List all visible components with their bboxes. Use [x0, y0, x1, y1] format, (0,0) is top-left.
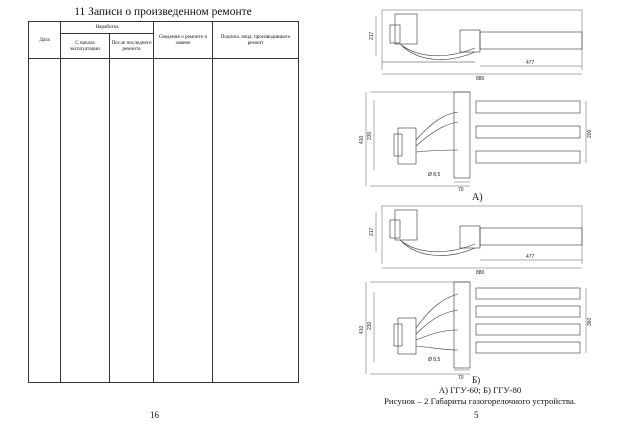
- dim-b-inner-height: 230: [367, 321, 373, 330]
- page-title: 11 Записи о произведенном ремонте: [74, 6, 252, 18]
- dim-a-total-height: 410: [359, 135, 365, 144]
- table-cell: [154, 59, 213, 383]
- figure-b-plan-view: [366, 282, 586, 374]
- header-repair-info: Сведения о ремонте и замене: [154, 22, 213, 59]
- dim-a-inner-height: 230: [367, 131, 373, 140]
- table-cell: [29, 59, 61, 383]
- figure-a-side-view: [376, 10, 582, 74]
- figure-a-label: А): [472, 192, 483, 203]
- header-since-last-repair: После последнего ремонта: [110, 34, 154, 59]
- repair-log-table: [28, 21, 299, 383]
- table-cell: [213, 59, 299, 383]
- figure-caption-line2: Рисунок – 2 Габариты газогорелочного устройства.: [384, 396, 576, 406]
- dim-b-total-length: 880: [476, 270, 485, 276]
- page-number-right: 5: [474, 410, 479, 420]
- dim-b-burner-length: 477: [526, 254, 535, 260]
- dim-b-flange: 70: [458, 375, 464, 381]
- dim-b-height: 217: [369, 227, 375, 236]
- dim-b-total-height: 410: [359, 325, 365, 334]
- figure-a-plan-view: [366, 92, 586, 186]
- table-cell: [61, 59, 110, 383]
- dim-a-flange: 70: [458, 187, 464, 193]
- dim-a-width: 200: [587, 129, 593, 138]
- header-operating-time: Наработка: [61, 22, 154, 34]
- header-date: Дата: [29, 22, 61, 59]
- figure-caption-line1: А) ГГУ-60; Б) ГГУ-80: [438, 385, 522, 395]
- table-cell: [110, 59, 154, 383]
- dim-a-hole: Ø 8,5: [428, 172, 441, 178]
- dim-b-width: 360: [587, 317, 593, 326]
- dim-b-hole: Ø 8,5: [428, 357, 441, 363]
- table-row: [29, 59, 299, 383]
- dim-a-height: 217: [369, 31, 375, 40]
- header-since-start: С начала эксплуатации: [61, 34, 110, 59]
- dim-a-burner-length: 477: [526, 60, 535, 66]
- page-number-left: 16: [150, 410, 159, 420]
- figure-b-side-view: [376, 206, 582, 268]
- header-signature: Подпись лица, производившего ремонт: [213, 22, 299, 59]
- figure-b-label: Б): [472, 375, 481, 385]
- dim-a-total-length: 880: [476, 76, 485, 82]
- burner-drawings: [340, 0, 631, 446]
